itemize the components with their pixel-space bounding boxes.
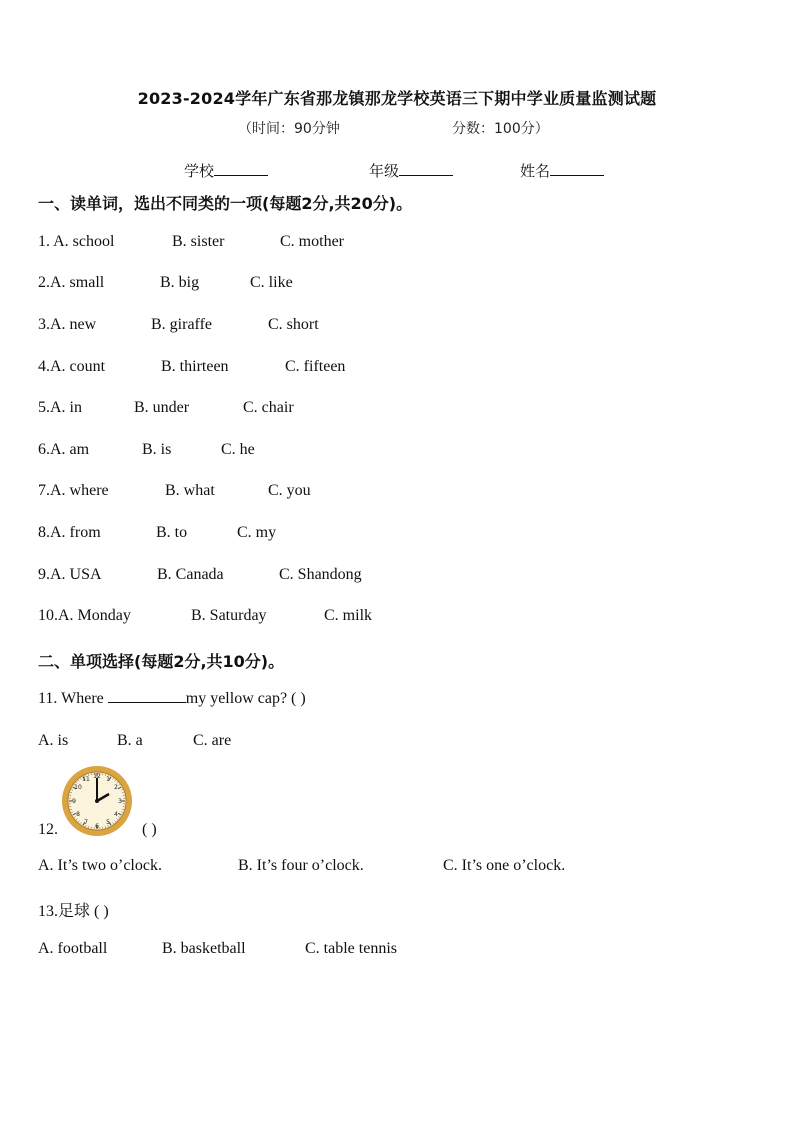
q12-prefix: 12. <box>38 821 58 838</box>
q13-option-b: B. basketball <box>162 940 246 957</box>
q2-option-b: B. big <box>160 274 200 291</box>
name-blank[interactable] <box>550 161 604 176</box>
q2-option-c: C. like <box>250 274 293 291</box>
q8-option-b: B. to <box>156 524 188 541</box>
q13-option-c: C. table tennis <box>305 940 397 957</box>
svg-text:8: 8 <box>76 811 80 818</box>
name-field <box>520 160 604 181</box>
q6-option-c: C. he <box>221 441 255 458</box>
q3-option-a: 3.A. new <box>38 316 97 333</box>
section1-heading: 一、读单词，选出不同类的一项(每题2分,共20分)。 <box>38 194 413 213</box>
q7-option-c: C. you <box>268 482 311 499</box>
name-label: 姓名 <box>520 162 551 180</box>
q1-option-b: B. sister <box>172 233 225 250</box>
q1-option-a: 1. A. school <box>38 233 115 250</box>
q7-option-a: 7.A. where <box>38 482 109 499</box>
q4-option-b: B. thirteen <box>161 358 229 375</box>
q6-option-a: 6.A. am <box>38 441 90 458</box>
question-12 <box>38 821 157 839</box>
q11-suffix: my yellow cap? ( ) <box>185 690 306 707</box>
svg-text:11: 11 <box>82 776 90 783</box>
q8-option-c: C. my <box>237 524 277 541</box>
svg-text:2: 2 <box>114 784 118 791</box>
clock-image <box>60 764 134 838</box>
question-11 <box>38 690 306 708</box>
q2-option-a: 2.A. small <box>38 274 105 291</box>
school-field <box>184 160 268 181</box>
q10-option-b: B. Saturday <box>191 607 267 624</box>
q5-option-b: B. under <box>134 399 190 416</box>
svg-text:5: 5 <box>106 819 110 826</box>
q12-option-b: B. It’s four o’clock. <box>238 857 364 874</box>
exam-score: 分数：100分） <box>452 121 549 137</box>
q7-option-b: B. what <box>165 482 215 499</box>
q4-option-c: C. fifteen <box>285 358 346 375</box>
q11-blank[interactable] <box>108 690 186 703</box>
question-13: 13.足球 ( ) <box>38 903 109 920</box>
svg-text:10: 10 <box>74 784 82 791</box>
q3-option-b: B. giraffe <box>151 316 213 333</box>
q1-option-c: C. mother <box>280 233 344 250</box>
school-blank[interactable] <box>214 161 268 176</box>
exam-time: （时间：90分钟 <box>238 121 340 137</box>
q10-option-c: C. milk <box>324 607 373 624</box>
svg-text:1: 1 <box>106 776 110 783</box>
svg-text:4: 4 <box>114 811 118 818</box>
q11-option-b: B. a <box>117 732 143 749</box>
q9-option-a: 9.A. USA <box>38 566 102 583</box>
q4-option-a: 4.A. count <box>38 358 106 375</box>
svg-text:9: 9 <box>72 798 76 805</box>
q10-option-a: 10.A. Monday <box>38 607 131 624</box>
svg-text:12: 12 <box>93 773 101 780</box>
page-title: 2023-2024学年广东省那龙镇那龙学校英语三下期中学业质量监测试题 <box>137 89 657 108</box>
school-label: 学校 <box>184 162 215 180</box>
q8-option-a: 8.A. from <box>38 524 101 541</box>
svg-text:7: 7 <box>84 819 88 826</box>
svg-text:6: 6 <box>95 823 99 830</box>
q6-option-b: B. is <box>142 441 172 458</box>
svg-text:3: 3 <box>118 798 122 805</box>
q13-option-a: A. football <box>38 940 108 957</box>
q3-option-c: C. short <box>268 316 319 333</box>
grade-blank[interactable] <box>399 161 453 176</box>
q9-option-b: B. Canada <box>157 566 224 583</box>
grade-label: 年级 <box>369 162 400 180</box>
q12-option-a: A. It’s two o’clock. <box>38 857 162 874</box>
q5-option-a: 5.A. in <box>38 399 82 416</box>
q12-bracket: ( ) <box>142 821 157 838</box>
section2-heading: 二、单项选择(每题2分,共10分)。 <box>38 652 285 671</box>
q11-prefix: 11. Where <box>38 690 104 707</box>
clock-center <box>95 799 99 803</box>
q9-option-c: C. Shandong <box>279 566 362 583</box>
q12-option-c: C. It’s one o’clock. <box>443 857 566 874</box>
q5-option-c: C. chair <box>243 399 294 416</box>
q11-option-a: A. is <box>38 732 69 749</box>
q11-option-c: C. are <box>193 732 232 749</box>
grade-field <box>369 160 453 181</box>
